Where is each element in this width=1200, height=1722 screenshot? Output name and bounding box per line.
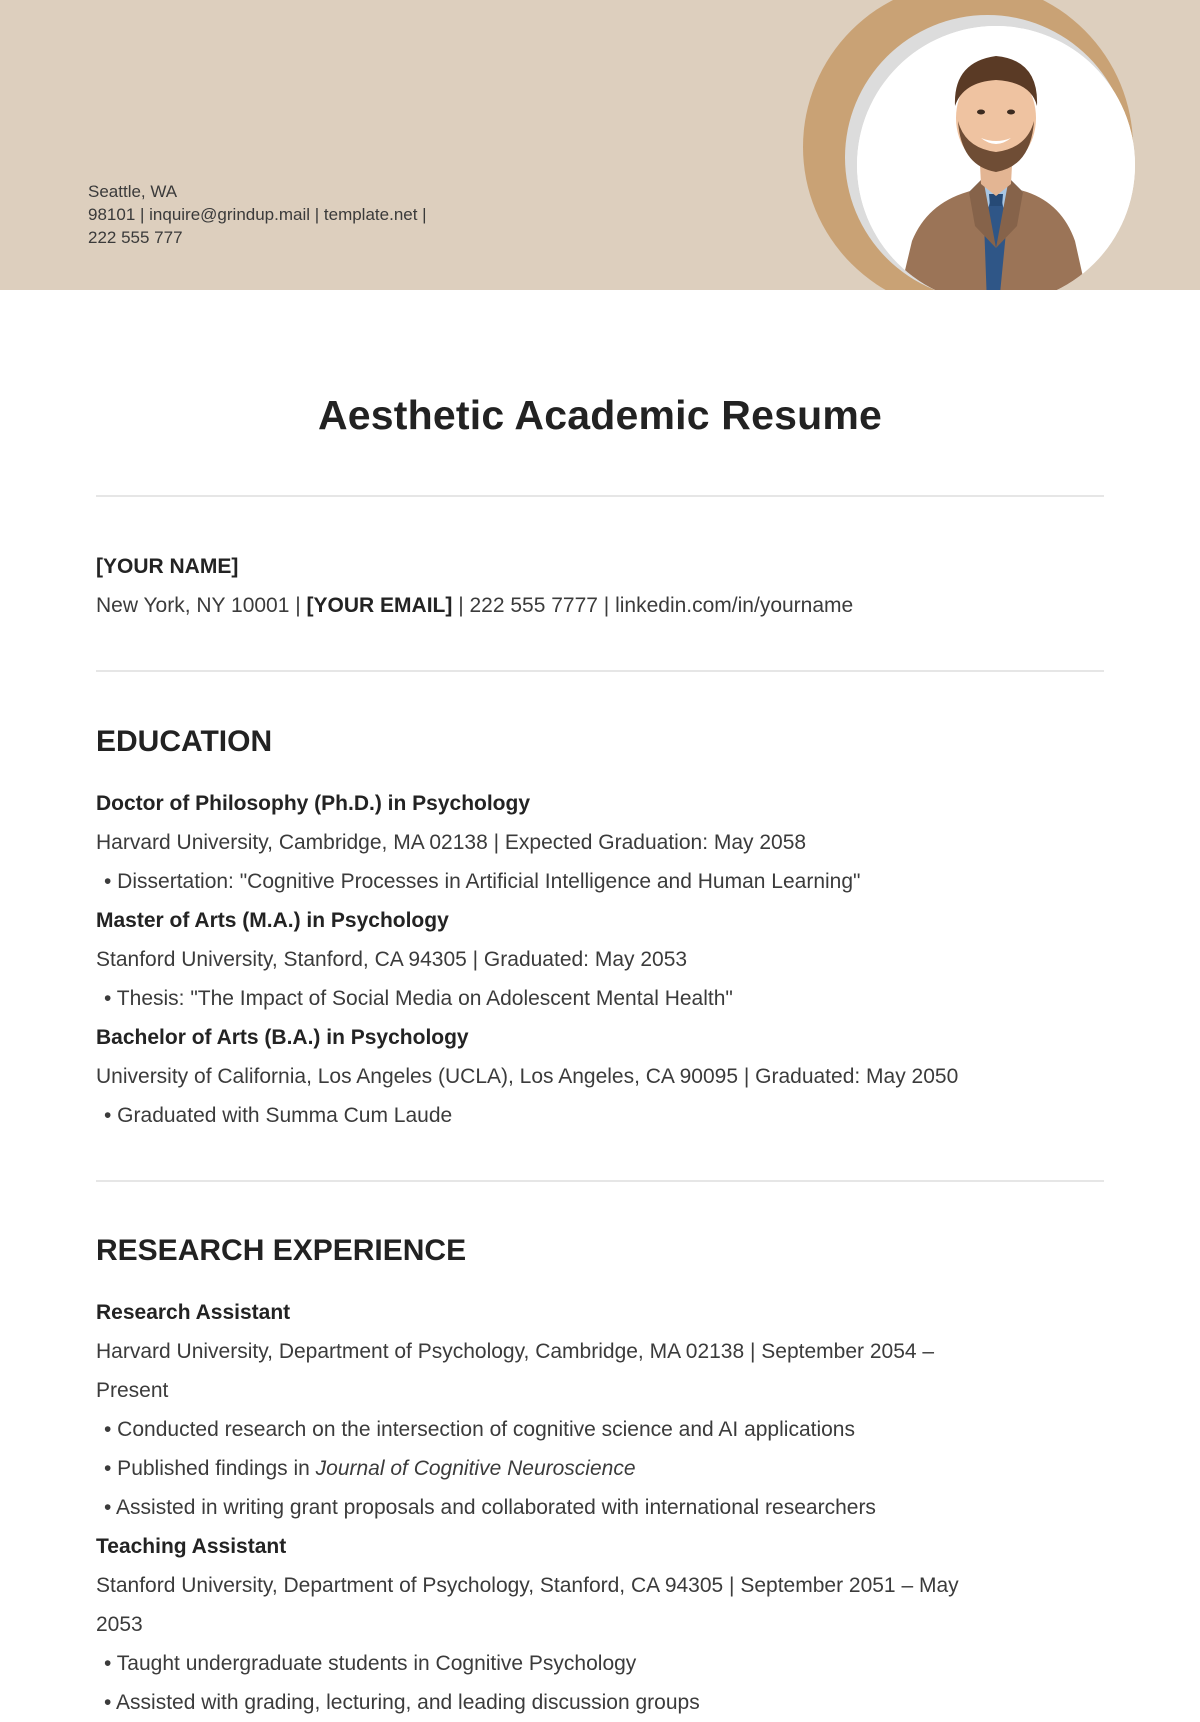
education-degree: Doctor of Philosophy (Ph.D.) in Psychology <box>96 792 531 815</box>
research-bullet-text: • Published findings in <box>104 1457 316 1480</box>
header-contact <box>88 180 508 249</box>
location-text: New York, NY 10001 | <box>96 594 307 617</box>
research-bullet: • Conducted research on the intersection of cognitive science and AI applications <box>104 1418 855 1441</box>
research-detail-cont: Present <box>96 1379 169 1402</box>
research-bullet <box>96 1449 1106 1488</box>
page-title: Aesthetic Academic Resume <box>317 392 883 438</box>
header-contact-line: 98101 | inquire@grindup.mail | template.net | <box>88 205 427 224</box>
phone-linkedin-text: | 222 555 7777 | linkedin.com/in/yourname <box>452 594 854 617</box>
education-bullet: • Thesis: "The Impact of Social Media on Adolescent Mental Health" <box>104 987 733 1010</box>
research-detail-cont: 2053 <box>96 1613 143 1636</box>
research-detail: Harvard University, Department of Psychology, Cambridge, MA 02138 | September 2054 – <box>96 1340 935 1363</box>
education-list <box>96 784 1106 1135</box>
education-heading: EDUCATION <box>96 725 273 758</box>
education-degree: Master of Arts (M.A.) in Psychology <box>96 909 449 932</box>
education-degree: Bachelor of Arts (B.A.) in Psychology <box>96 1026 469 1049</box>
education-detail: University of California, Los Angeles (UCLA), Los Angeles, CA 90095 | Graduated: May 2050 <box>96 1065 959 1088</box>
research-role: Research Assistant <box>96 1301 291 1324</box>
divider <box>96 670 1104 672</box>
divider <box>96 1180 1104 1182</box>
research-bullet: • Taught undergraduate students in Cognitive Psychology <box>104 1652 637 1675</box>
email-placeholder: [YOUR EMAIL] <box>306 594 453 617</box>
personal-contact-line <box>96 586 1106 625</box>
research-list <box>96 1293 1106 1722</box>
research-bullet: • Assisted with grading, lecturing, and leading discussion groups <box>104 1691 700 1714</box>
education-detail: Harvard University, Cambridge, MA 02138 | Expected Graduation: May 2058 <box>96 831 807 854</box>
journal-title: Journal of Cognitive Neuroscience <box>315 1457 636 1480</box>
avatar <box>857 26 1135 290</box>
header-banner <box>0 0 1200 290</box>
your-name: [YOUR NAME] <box>96 555 239 578</box>
person-photo-icon <box>857 26 1135 290</box>
research-bullet: • Assisted in writing grant proposals and collaborated with international researchers <box>104 1496 876 1519</box>
divider <box>96 495 1104 497</box>
education-detail: Stanford University, Stanford, CA 94305 | Graduated: May 2053 <box>96 948 688 971</box>
personal-info <box>96 547 1106 625</box>
research-heading: RESEARCH EXPERIENCE <box>96 1234 467 1267</box>
research-role: Teaching Assistant <box>96 1535 287 1558</box>
education-bullet: • Dissertation: "Cognitive Processes in Artificial Intelligence and Human Learning" <box>104 870 861 893</box>
education-bullet: • Graduated with Summa Cum Laude <box>104 1104 453 1127</box>
header-contact-line: Seattle, WA <box>88 182 178 201</box>
header-contact-line: 222 555 777 <box>88 228 183 247</box>
research-detail: Stanford University, Department of Psychology, Stanford, CA 94305 | September 2051 – May <box>96 1574 959 1597</box>
